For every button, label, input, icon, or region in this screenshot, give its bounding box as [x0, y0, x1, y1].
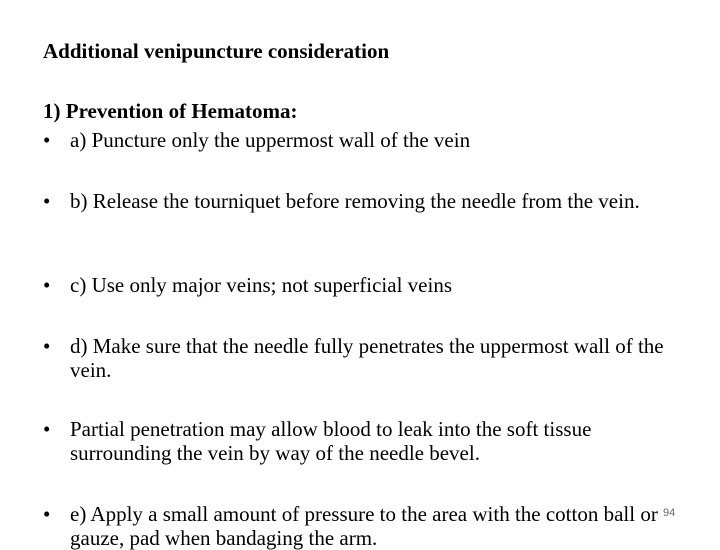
bullet-item-partial-penetration — [43, 417, 683, 465]
bullet-text: c) Use only major veins; not superficial veins — [70, 273, 452, 297]
bullet-text: Partial penetration may allow blood to leak into the soft tissue surrounding the vein by way of the needle bevel. — [70, 417, 592, 465]
bullet-text: b) Release the tourniquet before removing the needle from the vein. — [70, 189, 640, 213]
slide-title: Additional venipuncture consideration — [43, 39, 390, 63]
bullet-icon: • — [43, 417, 51, 441]
bullet-item-b — [43, 189, 683, 213]
bullet-icon: • — [43, 502, 51, 526]
bullet-icon: • — [43, 189, 51, 213]
bullet-text: a) Puncture only the uppermost wall of the vein — [70, 128, 471, 152]
bullet-text: d) Make sure that the needle fully penetrates the uppermost wall of the vein. — [70, 334, 664, 382]
page-number: 94 — [663, 507, 676, 519]
bullet-item-e — [43, 502, 683, 550]
section-heading: 1) Prevention of Hematoma: — [43, 99, 298, 123]
bullet-item-a — [43, 128, 683, 152]
bullet-item-c — [43, 273, 683, 297]
bullet-icon: • — [43, 334, 51, 358]
bullet-icon: • — [43, 273, 51, 297]
bullet-item-d — [43, 334, 683, 382]
bullet-icon: • — [43, 128, 51, 152]
bullet-text: e) Apply a small amount of pressure to the area with the cotton ball or gauze, pad when bandaging the arm. — [70, 502, 658, 550]
